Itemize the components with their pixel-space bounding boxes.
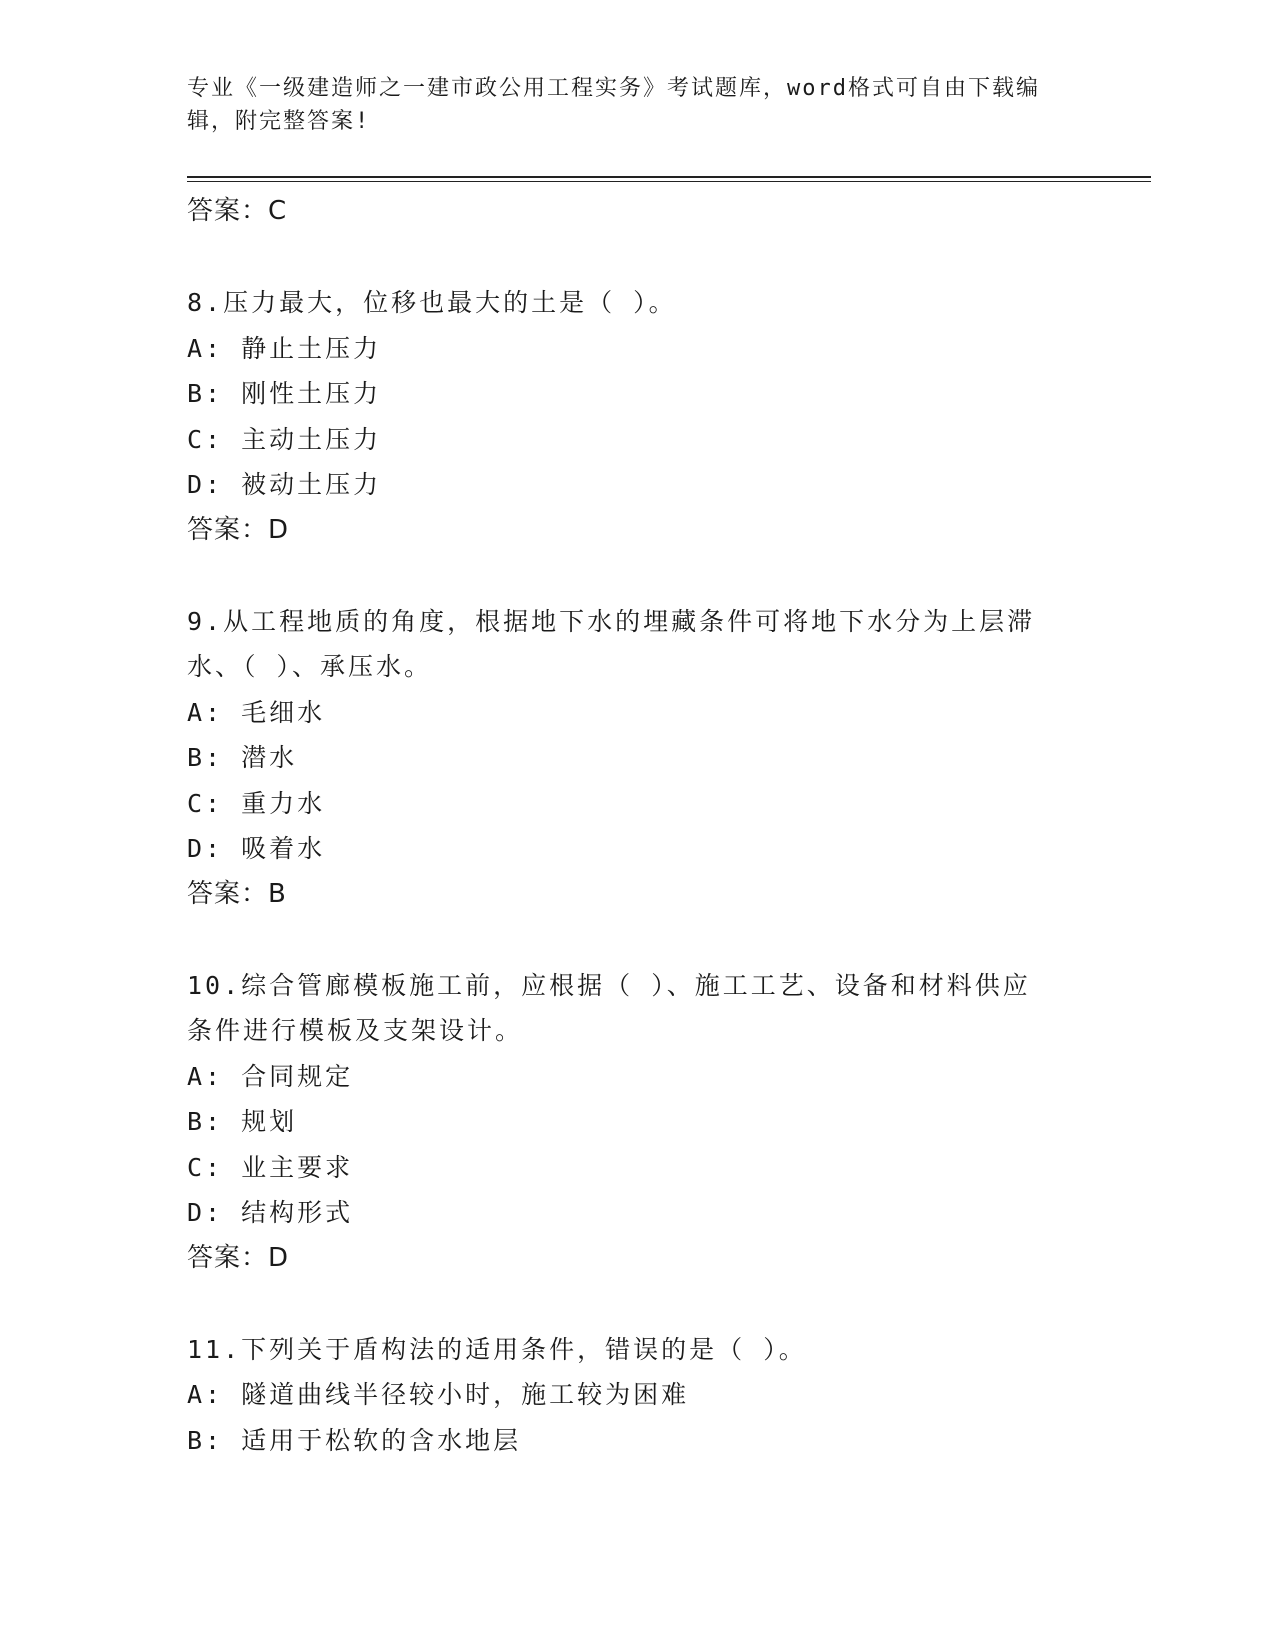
header-line-1: 专业《一级建造师之一建市政公用工程实务》考试题库，word格式可自由下载编 xyxy=(187,76,1040,101)
header-divider-thick xyxy=(187,176,1151,178)
question-10-stem-line-1: 10.综合管廊模板施工前，应根据（ ）、施工工艺、设备和材料供应 xyxy=(187,970,1031,1000)
question-10-option-d: D: 结构形式 xyxy=(187,1198,354,1227)
question-8-option-a: A: 静止土压力 xyxy=(187,333,382,363)
question-list xyxy=(187,189,1087,1463)
question-10-stem-line-2: 条件进行模板及支架设计。 xyxy=(187,1016,524,1045)
question-11-option-a: A: 隧道曲线半径较小时，施工较为困难 xyxy=(187,1380,690,1409)
question-9-option-a: A: 毛细水 xyxy=(187,697,326,727)
header-line-2: 辑，附完整答案! xyxy=(187,109,371,134)
question-9-option-d: D: 吸着水 xyxy=(187,834,326,863)
question-8 xyxy=(187,280,1087,553)
spacer xyxy=(187,1281,1087,1327)
spacer xyxy=(187,917,1087,963)
question-9-stem-line-2: 水、（ ）、承压水。 xyxy=(187,652,433,681)
header-divider-thin xyxy=(187,181,1151,182)
question-8-option-d: D: 被动土压力 xyxy=(187,470,382,499)
answer-prev: 答案：C xyxy=(187,196,288,226)
question-9-answer: 答案：B xyxy=(187,878,287,909)
question-9-option-b: B: 潜水 xyxy=(187,743,298,772)
question-10-answer: 答案：D xyxy=(187,1242,290,1273)
question-9 xyxy=(187,599,1087,918)
spacer xyxy=(187,553,1087,599)
question-11-stem: 11.下列关于盾构法的适用条件，错误的是（ ）。 xyxy=(187,1334,807,1364)
question-11-option-b: B: 适用于松软的含水地层 xyxy=(187,1425,522,1455)
question-8-stem: 8.压力最大，位移也最大的土是（ ）。 xyxy=(187,288,677,317)
question-8-option-b: B: 刚性土压力 xyxy=(187,379,382,408)
question-8-answer: 答案：D xyxy=(187,514,290,545)
question-10-option-a: A: 合同规定 xyxy=(187,1061,354,1091)
page-header xyxy=(187,72,1067,138)
spacer xyxy=(187,235,1087,281)
question-10 xyxy=(187,963,1087,1282)
question-10-option-b: B: 规划 xyxy=(187,1107,298,1136)
question-10-option-c: C: 业主要求 xyxy=(187,1152,354,1182)
question-11 xyxy=(187,1327,1087,1464)
question-9-stem-line-1: 9.从工程地质的角度，根据地下水的埋藏条件可将地下水分为上层滞 xyxy=(187,606,1036,636)
question-9-option-c: C: 重力水 xyxy=(187,788,326,818)
question-8-option-c: C: 主动土压力 xyxy=(187,424,382,454)
